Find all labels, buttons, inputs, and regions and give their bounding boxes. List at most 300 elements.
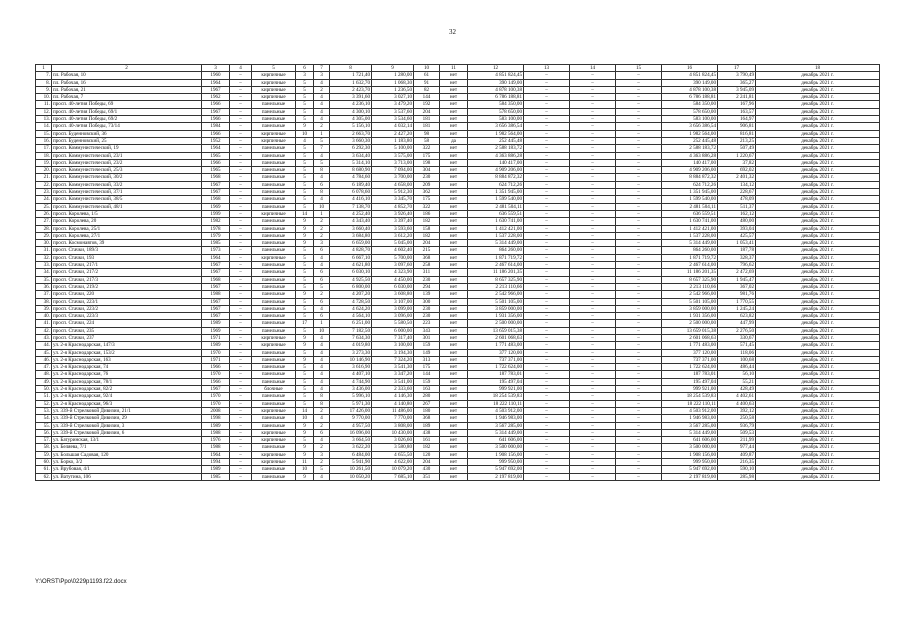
table-cell: декабрь 2021 г.	[756, 459, 880, 466]
table-cell: 2 427,20	[372, 130, 414, 137]
table-cell: 999 921,00	[662, 386, 718, 393]
table-cell: –	[616, 349, 662, 356]
table-cell: 2	[314, 407, 330, 414]
table-cell: –	[230, 407, 252, 414]
table-cell: –	[616, 378, 662, 385]
table-cell: 1 053,41	[718, 240, 756, 247]
table-row	[36, 444, 880, 451]
table-cell: 3	[314, 72, 330, 79]
table-cell: 6 800,00	[330, 283, 372, 290]
table-cell: кирпичные	[252, 79, 296, 86]
table-cell: просп. 40-летия Победы, 69/2	[52, 116, 202, 123]
table-cell: –	[570, 240, 616, 247]
table-row	[36, 400, 880, 407]
table-cell: 9	[296, 232, 314, 239]
table-cell: 1985	[202, 240, 230, 247]
table-cell: ул. Борко, 3/2	[52, 459, 202, 466]
table-cell: –	[524, 320, 570, 327]
column-number-cell: 10	[414, 65, 440, 72]
table-cell: –	[230, 422, 252, 429]
table-cell: нет	[440, 422, 468, 429]
table-cell: нет	[440, 276, 468, 283]
table-cell: 362	[414, 189, 440, 196]
table-cell: –	[570, 305, 616, 312]
table-cell: –	[570, 334, 616, 341]
table-cell: 313	[414, 356, 440, 363]
table-cell: 27.	[36, 218, 52, 225]
table-cell: 3	[314, 451, 330, 458]
table-cell: нет	[440, 320, 468, 327]
table-cell: –	[524, 116, 570, 123]
table-cell: –	[616, 130, 662, 137]
table-row	[36, 313, 880, 320]
table-cell: декабрь 2021 г.	[756, 247, 880, 254]
table-cell: 230	[414, 305, 440, 312]
table-cell: 3 541,30	[372, 364, 414, 371]
table-cell: просп. Королева, 25/1	[52, 225, 202, 232]
table-cell: 3 622,20	[330, 444, 372, 451]
table-cell: –	[570, 364, 616, 371]
table-cell: 3 593,60	[372, 225, 414, 232]
table-cell: 7 094,00	[372, 167, 414, 174]
table-cell: 19.	[36, 159, 52, 166]
table-cell: 11	[296, 459, 314, 466]
table-cell: панельные	[252, 269, 296, 276]
table-cell: 1 183,80	[372, 137, 414, 144]
table-cell: 6 030,00	[372, 283, 414, 290]
table-cell: 4 407,10	[330, 371, 372, 378]
table-cell: 2 601 068,63	[662, 334, 718, 341]
table-cell: 3 107,00	[372, 298, 414, 305]
table-cell: –	[570, 123, 616, 130]
table-cell: –	[230, 101, 252, 108]
column-number-cell: 1	[36, 65, 52, 72]
table-cell: –	[230, 94, 252, 101]
table-cell: декабрь 2021 г.	[756, 305, 880, 312]
table-cell: декабрь 2021 г.	[756, 108, 880, 115]
table-cell: –	[616, 240, 662, 247]
table-cell: –	[230, 349, 252, 356]
table-cell: декабрь 2021 г.	[756, 437, 880, 444]
table-row	[36, 145, 880, 152]
table-cell: 578 650,00	[468, 108, 524, 115]
table-cell: декабрь 2021 г.	[756, 313, 880, 320]
table-cell: 584 350,00	[662, 101, 718, 108]
table-cell: 36.	[36, 283, 52, 290]
table-cell: –	[230, 378, 252, 385]
table-cell: 5	[296, 371, 314, 378]
table-cell: 7 182,50	[330, 327, 372, 334]
table-cell: –	[616, 466, 662, 473]
table-cell: панельные	[252, 313, 296, 320]
table-cell: 3 097,60	[372, 262, 414, 269]
table-cell: панельные	[252, 262, 296, 269]
table-cell: 1 770,55	[718, 298, 756, 305]
table-cell: –	[616, 276, 662, 283]
table-cell: –	[524, 174, 570, 181]
table-cell: 37.	[36, 291, 52, 298]
table-cell: 4 621,80	[330, 262, 372, 269]
table-cell: –	[616, 407, 662, 414]
table-cell: 59.	[36, 451, 52, 458]
table-cell: 53.	[36, 407, 52, 414]
table-cell: 2 500 000,00	[468, 320, 524, 327]
table-cell: 5	[296, 79, 314, 86]
table-cell: просп. 40-летия Победы, 73/14	[52, 123, 202, 130]
table-cell: 999 950,00	[468, 459, 524, 466]
table-cell: 7 138,70	[330, 203, 372, 210]
table-cell: 5	[296, 167, 314, 174]
table-cell: –	[524, 225, 570, 232]
table-cell: просп. Стачки, 237	[52, 334, 202, 341]
table-cell: нет	[440, 327, 468, 334]
table-cell: –	[230, 203, 252, 210]
table-cell: 430	[414, 466, 440, 473]
table-cell: –	[230, 79, 252, 86]
table-cell: 1964	[202, 145, 230, 152]
table-cell: 5	[314, 466, 330, 473]
table-cell: ул. 339-й Стрелковой Дивизии, 3	[52, 422, 202, 429]
table-cell: просп. Коммунистический, 33/2	[52, 181, 202, 188]
table-cell: –	[524, 254, 570, 261]
table-cell: 4 564,10	[330, 313, 372, 320]
table-cell: кирпичные	[252, 137, 296, 144]
table-cell: –	[616, 422, 662, 429]
table-cell: панельные	[252, 232, 296, 239]
table-cell: 28.	[36, 225, 52, 232]
table-cell: 3 567 285,00	[468, 422, 524, 429]
table-cell: 181	[414, 116, 440, 123]
table-cell: –	[524, 298, 570, 305]
table-cell: 267	[414, 400, 440, 407]
table-cell: ул. 2-я Краснодарская, 92/4	[52, 393, 202, 400]
table-cell: –	[616, 291, 662, 298]
table-cell: 16 096,00	[330, 429, 372, 436]
table-row	[36, 152, 880, 159]
table-cell: 4	[314, 94, 330, 101]
table-cell: 2 276,50	[718, 327, 756, 334]
table-cell: 1 722 624,00	[468, 364, 524, 371]
table-cell: декабрь 2021 г.	[756, 159, 880, 166]
table-cell: 4	[314, 415, 330, 422]
table-cell: 906,81	[718, 123, 756, 130]
table-cell: 3 099,00	[372, 305, 414, 312]
table-cell: 10	[296, 130, 314, 137]
table-cell: 6	[314, 429, 330, 436]
table-cell: панельные	[252, 298, 296, 305]
table-row	[36, 86, 880, 93]
table-cell: 58.	[36, 444, 52, 451]
table-cell: 163,57	[718, 108, 756, 115]
table-cell: 8 657 325,90	[662, 276, 718, 283]
table-cell: 4 146,30	[372, 393, 414, 400]
table-cell: декабрь 2021 г.	[756, 415, 880, 422]
table-cell: 5 045,00	[372, 240, 414, 247]
table-cell: 158	[414, 225, 440, 232]
table-cell: 1967	[202, 86, 230, 93]
table-cell: 1965	[202, 167, 230, 174]
table-cell: –	[570, 116, 616, 123]
table-cell: –	[524, 327, 570, 334]
table-cell: –	[524, 283, 570, 290]
table-cell: 23.	[36, 189, 52, 196]
table-cell: 10	[314, 203, 330, 210]
table-cell: 4	[314, 342, 330, 349]
table-cell: –	[230, 218, 252, 225]
table-cell: 368	[414, 415, 440, 422]
table-cell: 977,44	[718, 444, 756, 451]
table-cell: –	[570, 145, 616, 152]
table-cell: пл. Рабочая, 21	[52, 86, 202, 93]
table-cell: 4 957,50	[330, 422, 372, 429]
table-cell: ул. 2-я Краснодарская, 74	[52, 364, 202, 371]
table-cell: панельные	[252, 466, 296, 473]
table-cell: нет	[440, 415, 468, 422]
table-cell: 11 186 201,35	[468, 269, 524, 276]
table-cell: 98	[414, 130, 440, 137]
table-row	[36, 298, 880, 305]
table-cell: декабрь 2021 г.	[756, 240, 880, 247]
table-cell: –	[524, 79, 570, 86]
table-cell: 1967	[202, 298, 230, 305]
table-cell: –	[524, 364, 570, 371]
table-cell: просп. Стачки, 193	[52, 254, 202, 261]
table-cell: нет	[440, 72, 468, 79]
table-cell: просп. Стачки, 219/2	[52, 283, 202, 290]
table-cell: 584 350,00	[468, 101, 524, 108]
table-cell: –	[524, 291, 570, 298]
table-cell: 175	[414, 152, 440, 159]
table-cell: 1999	[202, 210, 230, 217]
table-cell: 2 213 110,66	[662, 283, 718, 290]
table-cell: –	[616, 262, 662, 269]
table-cell: 9	[296, 422, 314, 429]
table-cell: 7 317,40	[372, 334, 414, 341]
table-cell: 301	[414, 334, 440, 341]
table-cell: 7 770,00	[372, 415, 414, 422]
table-row	[36, 269, 880, 276]
table-cell: –	[230, 174, 252, 181]
table-cell: 4	[314, 349, 330, 356]
table-cell: 10 146,90	[330, 356, 372, 363]
table-cell: просп. Коммунистический, 19	[52, 145, 202, 152]
table-cell: панельные	[252, 320, 296, 327]
table-cell: –	[524, 422, 570, 429]
table-cell: 12.	[36, 108, 52, 115]
table-row	[36, 210, 880, 217]
table-cell: 8 657 325,90	[468, 276, 524, 283]
table-cell: 1 537 228,00	[468, 232, 524, 239]
table-cell: декабрь 2021 г.	[756, 444, 880, 451]
table-cell: 6 000,00	[372, 327, 414, 334]
table-row	[36, 276, 880, 283]
table-cell: просп. Стачки, 235	[52, 327, 202, 334]
table-cell: 796,62	[718, 262, 756, 269]
table-cell: 1965	[202, 152, 230, 159]
table-cell: 3 100,00	[372, 342, 414, 349]
table-cell: 1966	[202, 116, 230, 123]
table-cell: 2 467 614,00	[468, 262, 524, 269]
table-cell: 1973	[202, 247, 230, 254]
table-cell: 58	[414, 137, 440, 144]
table-cell: 1994	[202, 459, 230, 466]
table-cell: –	[230, 444, 252, 451]
table-cell: декабрь 2021 г.	[756, 429, 880, 436]
table-cell: 5	[296, 203, 314, 210]
table-cell: 187,78	[718, 247, 756, 254]
table-cell: 17 426,00	[330, 407, 372, 414]
table-cell: панельные	[252, 152, 296, 159]
table-cell: пл. Рабочая, 16	[52, 79, 202, 86]
table-cell: 3 634,40	[330, 152, 372, 159]
table-cell: 1 236,50	[372, 86, 414, 93]
table-cell: просп. Коммунистический, 48/1	[52, 203, 202, 210]
table-cell: 1 771 483,00	[662, 342, 718, 349]
table-cell: –	[616, 444, 662, 451]
table-cell: –	[570, 181, 616, 188]
table-cell: 2 663,70	[330, 130, 372, 137]
table-cell: 3 616,90	[330, 364, 372, 371]
table-cell: декабрь 2021 г.	[756, 466, 880, 473]
table-row	[36, 415, 880, 422]
table-cell: 1	[314, 130, 330, 137]
table-cell: 195 497,04	[662, 378, 718, 385]
table-cell: 2	[314, 291, 330, 298]
table-cell: панельные	[252, 101, 296, 108]
table-cell: нет	[440, 196, 468, 203]
table-cell: 4 828,70	[330, 247, 372, 254]
table-cell: декабрь 2021 г.	[756, 283, 880, 290]
table-cell: 7 685,10	[372, 473, 414, 480]
table-cell: –	[616, 320, 662, 327]
table-cell: 57.	[36, 437, 52, 444]
table-cell: 3	[296, 72, 314, 79]
table-cell: панельные	[252, 218, 296, 225]
table-row	[36, 123, 880, 130]
column-number-cell: 9	[372, 65, 414, 72]
table-cell: 2 241,81	[718, 94, 756, 101]
table-cell: –	[524, 313, 570, 320]
table-cell: нет	[440, 94, 468, 101]
table-cell: –	[524, 72, 570, 79]
table-cell: нет	[440, 356, 468, 363]
table-cell: 11.	[36, 101, 52, 108]
table-cell: 3 479,20	[372, 101, 414, 108]
table-cell: панельные	[252, 356, 296, 363]
table-cell: 4 207,20	[330, 291, 372, 298]
table-cell: 4 784,60	[330, 174, 372, 181]
table-cell: 1967	[202, 269, 230, 276]
table-cell: 55.	[36, 422, 52, 429]
table-cell: 2	[314, 459, 330, 466]
table-cell: декабрь 2021 г.	[756, 400, 880, 407]
table-cell: просп. Коммунистический, 25/3	[52, 167, 202, 174]
table-cell: 4	[314, 386, 330, 393]
table-cell: декабрь 2021 г.	[756, 327, 880, 334]
table-cell: декабрь 2021 г.	[756, 79, 880, 86]
table-cell: 322	[414, 145, 440, 152]
table-cell: –	[616, 437, 662, 444]
table-cell: –	[524, 444, 570, 451]
table-cell: 1964	[202, 254, 230, 261]
table-cell: 1 871 719,72	[662, 254, 718, 261]
table-cell: панельные	[252, 473, 296, 480]
table-cell: 2 197 819,00	[468, 473, 524, 480]
table-cell: –	[570, 101, 616, 108]
table-cell: 8 884 872,32	[662, 174, 718, 181]
table-cell: 1 630 741,00	[468, 218, 524, 225]
table-cell: панельные	[252, 108, 296, 115]
table-cell: 9	[296, 429, 314, 436]
table-cell: –	[230, 364, 252, 371]
table-cell: 9	[296, 356, 314, 363]
table-cell: нет	[440, 473, 468, 480]
table-cell: –	[524, 167, 570, 174]
table-cell: –	[570, 415, 616, 422]
table-cell: –	[230, 415, 252, 422]
table-cell: 1 946 983,00	[468, 415, 524, 422]
table-cell: 5	[314, 283, 330, 290]
table-cell: 187 783,01	[468, 371, 524, 378]
table-cell: нет	[440, 174, 468, 181]
table-cell: 144	[414, 94, 440, 101]
table-row	[36, 94, 880, 101]
table-cell: –	[616, 415, 662, 422]
table-cell: –	[570, 94, 616, 101]
document-file-path: Y:\ORST\Ppo\0229p1193.f22.docx	[35, 579, 127, 585]
table-cell: кирпичные	[252, 342, 296, 349]
table-cell: 392,12	[718, 407, 756, 414]
table-cell: –	[524, 349, 570, 356]
table-cell: –	[570, 371, 616, 378]
table-cell: 5 100,00	[372, 145, 414, 152]
table-cell: 1 908 156,00	[468, 451, 524, 458]
table-cell: 163	[414, 386, 440, 393]
table-cell: 4 925,50	[330, 276, 372, 283]
table-cell: 55,21	[718, 378, 756, 385]
table-cell: –	[230, 451, 252, 458]
column-number-cell: 4	[230, 65, 252, 72]
table-cell: 30.	[36, 240, 52, 247]
table-cell: просп. Стачки, 217/1	[52, 262, 202, 269]
table-cell: декабрь 2021 г.	[756, 94, 880, 101]
table-cell: 1 599 540,00	[468, 196, 524, 203]
table-cell: –	[616, 356, 662, 363]
table-cell: панельные	[252, 167, 296, 174]
table-cell: 5	[296, 262, 314, 269]
table-cell: –	[524, 473, 570, 480]
table-cell: –	[616, 159, 662, 166]
table-cell: 2 500 000,00	[662, 320, 718, 327]
table-cell: 641 606,00	[662, 437, 718, 444]
table-cell: 4 019,80	[330, 342, 372, 349]
table-cell: –	[616, 327, 662, 334]
table-cell: панельные	[252, 247, 296, 254]
table-cell: –	[230, 429, 252, 436]
table-cell: 5	[296, 393, 314, 400]
table-cell: ул. 2-я Краснодарская, 78/1	[52, 378, 202, 385]
table-cell: просп. Стачки, 224	[52, 320, 202, 327]
table-cell: 4 400,63	[718, 400, 756, 407]
table-cell: –	[616, 386, 662, 393]
table-cell: кирпичные	[252, 459, 296, 466]
table-row	[36, 159, 880, 166]
table-row	[36, 203, 880, 210]
table-cell: 161	[414, 437, 440, 444]
table-row	[36, 247, 880, 254]
table-cell: –	[524, 108, 570, 115]
table-cell: 192	[414, 101, 440, 108]
